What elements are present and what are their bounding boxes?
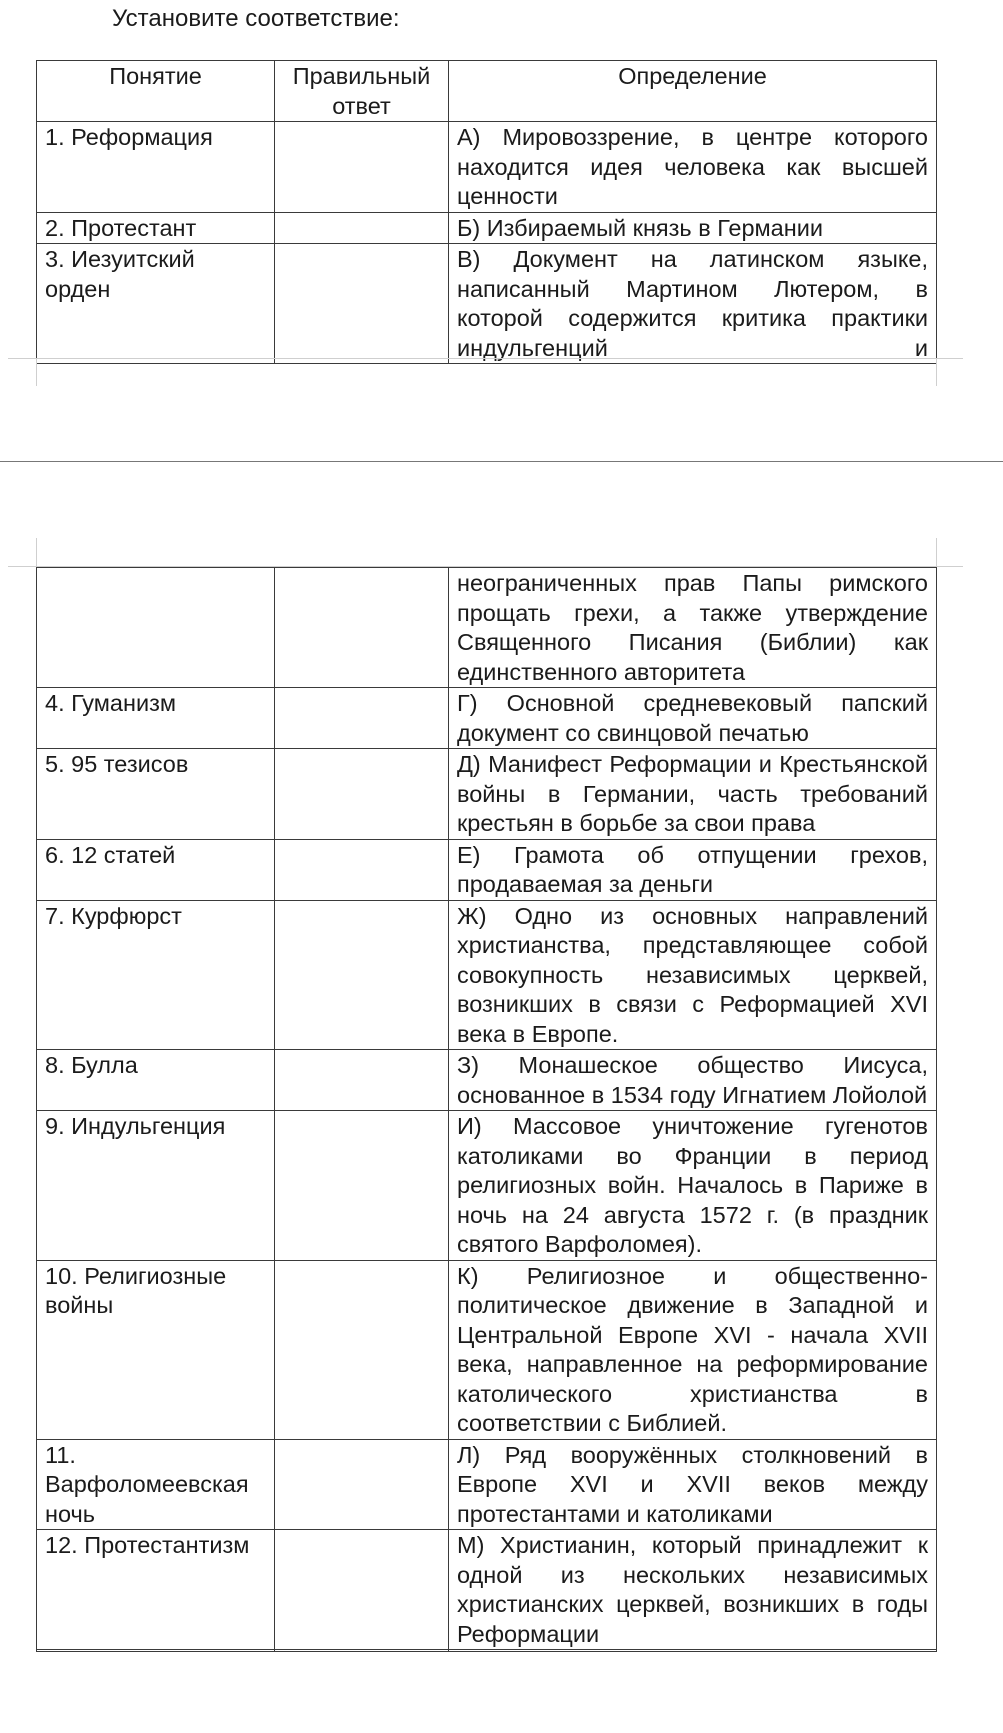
table-row [37,568,937,688]
table-row [37,1530,937,1650]
term-cell: 4. Гуманизм [37,688,275,749]
answer-cell[interactable] [275,244,449,364]
page-corner-mark [36,358,37,386]
table-row [37,900,937,1050]
definition-cell: М) Христианин, который принадлежит к одной из нескольких независимых христианских церквей, возникших в годы Реформации [449,1530,937,1650]
term-cell: 10. Религиозные войны [37,1260,275,1439]
term-cell: 3. Иезуитский орден [37,244,275,364]
answer-cell[interactable] [275,749,449,840]
definition-cell: З) Монашеское общество Иисуса, основанное в 1534 году Игнатием Лойолой [449,1050,937,1111]
answer-cell[interactable] [275,212,449,244]
column-header-answer: Правильный ответ [275,61,449,122]
answer-cell[interactable] [275,1050,449,1111]
matching-table-part-1 [36,60,937,364]
term-cell: 9. Индульгенция [37,1111,275,1261]
table-row [37,1050,937,1111]
term-cell: 12. Протестантизм [37,1530,275,1650]
page-corner-mark [936,538,937,566]
definition-cell: И) Массовое уничтожение гугенотов католиками во Франции в период религиозных войн. Началось в Париже в ночь на 24 августа 1572 г. (в праздник святого Варфоломея). [449,1111,937,1261]
definition-cell: К) Религиозное и общественно-политическое движение в Западной и Центральной Европе XVI - начала XVII века, направленное на реформирование католического христианства в соответствии с Библией. [449,1260,937,1439]
answer-cell[interactable] [275,1530,449,1650]
table-row [37,1650,937,1652]
definition-cell [449,1650,937,1652]
definition-cell: Д) Манифест Реформации и Крестьянской войны в Германии, часть требований крестьян в борьбе за свои права [449,749,937,840]
table-header-row [37,61,937,122]
page-corner-mark [936,358,937,386]
term-cell: 11. Варфоломеевская ночь [37,1439,275,1530]
answer-cell[interactable] [275,1260,449,1439]
definition-cell: Г) Основной средневековый папский документ со свинцовой печатью [449,688,937,749]
answer-cell[interactable] [275,1439,449,1530]
definition-cell: Ж) Одно из основных направлений христианства, представляющее собой совокупность независимых церквей, возникших в связи с Реформацией XVI века в Европе. [449,900,937,1050]
term-cell: 7. Курфюрст [37,900,275,1050]
term-cell: 2. Протестант [37,212,275,244]
answer-cell[interactable] [275,568,449,688]
term-cell [37,568,275,688]
term-cell: 6. 12 статей [37,839,275,900]
definition-cell: Б) Избираемый князь в Германии [449,212,937,244]
table-row [37,688,937,749]
column-header-definition: Определение [449,61,937,122]
answer-cell[interactable] [275,839,449,900]
page-corner-mark [36,538,37,566]
table-row [37,1111,937,1261]
answer-cell[interactable] [275,122,449,213]
table-row [37,1439,937,1530]
table-row [37,749,937,840]
answer-cell[interactable] [275,1111,449,1261]
page-divider [0,461,1003,462]
definition-cell: В) Документ на латинском языке, написанный Мартином Лютером, в которой содержится критика практики индульгенций и [449,244,937,364]
term-cell: 5. 95 тезисов [37,749,275,840]
table-row [37,839,937,900]
table-row [37,1260,937,1439]
answer-cell[interactable] [275,688,449,749]
task-heading: Установите соответствие: [112,5,400,32]
definition-cell: Л) Ряд вооружённых столкновений в Европе XVI и XVII веков между протестантами и католиками [449,1439,937,1530]
column-header-term: Понятие [37,61,275,122]
table-row [37,122,937,213]
term-cell: 1. Реформация [37,122,275,213]
matching-table-part-2 [36,567,937,1652]
page-bottom-edge [8,358,963,359]
table-row [37,244,937,364]
term-cell: 8. Булла [37,1050,275,1111]
answer-cell[interactable] [275,900,449,1050]
definition-cell: А) Мировоззрение, в центре которого находится идея человека как высшей ценности [449,122,937,213]
definition-cell: неограниченных прав Папы римского прощать грехи, а также утверждение Священного Писания (Библии) как единственного авторитета [449,568,937,688]
definition-cell: Е) Грамота об отпущении грехов, продаваемая за деньги [449,839,937,900]
table-row [37,212,937,244]
term-cell [37,1650,275,1652]
answer-cell[interactable] [275,1650,449,1652]
